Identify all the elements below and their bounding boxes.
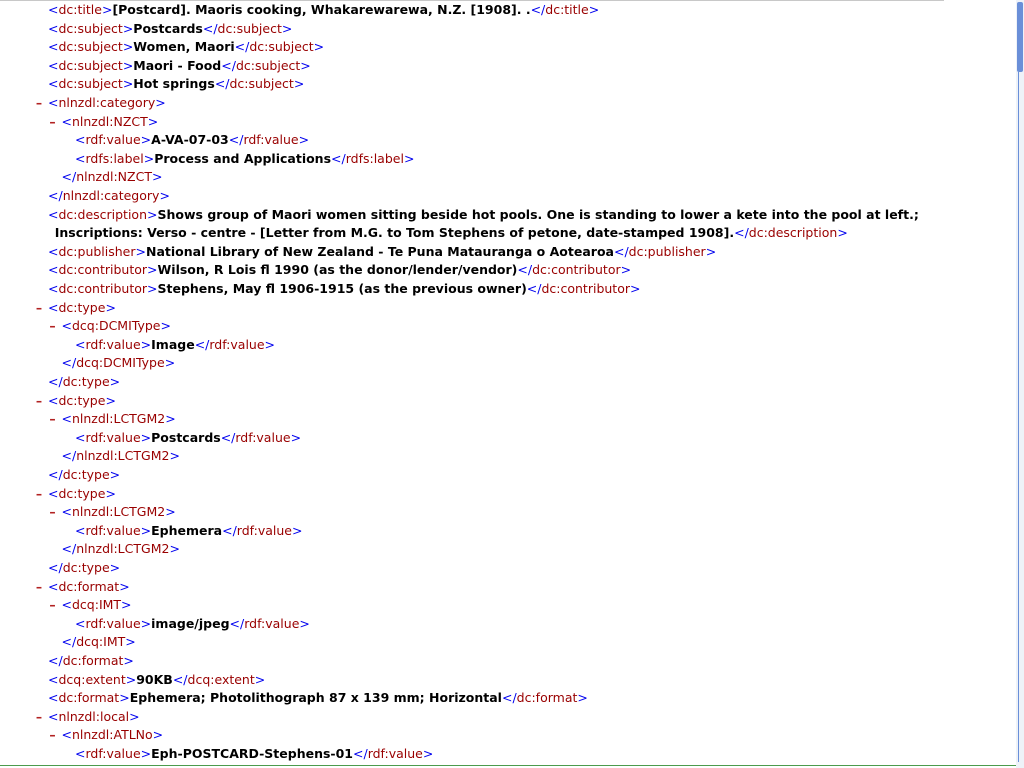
close-bracket: > <box>291 522 303 538</box>
element-value: Maori - Food <box>133 57 222 73</box>
element-name: dc:contributor <box>58 262 148 278</box>
element-name: nlnzdl:category <box>62 188 160 203</box>
open-bracket: </ <box>61 541 77 557</box>
open-bracket: < <box>48 243 59 259</box>
open-bracket: < <box>75 746 86 761</box>
close-bracket: > <box>290 429 302 445</box>
xml-line-content <box>48 20 292 39</box>
element-name: rdf:value <box>243 132 299 148</box>
open-bracket: < <box>48 2 59 17</box>
open-bracket: </ <box>234 39 250 55</box>
xml-line-content <box>48 689 588 708</box>
element-name: dc:subject <box>58 76 123 92</box>
xml-line-content <box>62 354 176 373</box>
element-value: 90KB <box>136 671 173 687</box>
element-value: Hot springs <box>133 76 215 92</box>
element-name: dcq:extent <box>187 671 255 687</box>
close-bracket: > <box>147 262 158 278</box>
open-bracket: < <box>48 392 59 408</box>
close-bracket: > <box>122 76 134 92</box>
element-name: dc:title <box>545 2 589 17</box>
close-bracket: > <box>129 708 140 724</box>
close-bracket: > <box>125 634 136 650</box>
open-bracket: </ <box>501 690 517 706</box>
element-value: Postcards <box>133 20 203 36</box>
close-bracket: > <box>140 336 152 352</box>
element-name: dc:subject <box>58 57 123 73</box>
element-name: dc:type <box>62 374 110 389</box>
collapse-toggle[interactable]: – <box>35 708 43 724</box>
open-bracket: </ <box>229 615 245 631</box>
element-name: rdf:value <box>236 522 292 538</box>
collapse-toggle[interactable]: – <box>49 113 56 129</box>
close-bracket: > <box>705 243 717 259</box>
xml-line-content <box>48 373 120 392</box>
xml-line-content <box>75 336 275 355</box>
element-name: dc:publisher <box>628 243 706 259</box>
open-bracket: </ <box>530 2 546 17</box>
xml-line-content <box>48 243 716 262</box>
collapse-toggle[interactable]: – <box>49 318 56 334</box>
element-name: dc:contributor <box>58 281 148 296</box>
element-name: nlnzdl:ATLNo <box>71 727 153 743</box>
close-bracket: > <box>313 39 325 55</box>
open-bracket: </ <box>613 243 629 259</box>
open-bracket: < <box>75 615 86 631</box>
xml-line-content <box>48 485 116 504</box>
close-bracket: > <box>164 355 176 371</box>
close-bracket: > <box>169 448 180 464</box>
open-bracket: </ <box>48 374 63 389</box>
open-bracket: </ <box>221 57 236 73</box>
collapse-toggle[interactable]: – <box>49 727 56 743</box>
open-bracket: </ <box>61 634 77 650</box>
open-bracket: </ <box>353 746 368 761</box>
close-bracket: > <box>140 746 152 761</box>
collapse-toggle[interactable]: – <box>35 299 43 315</box>
element-value: Wilson, R Lois fl 1990 (as the donor/lender/vendor) <box>157 262 518 278</box>
open-bracket: < <box>61 411 72 427</box>
open-bracket: </ <box>61 355 77 371</box>
xml-line-content <box>48 708 140 727</box>
element-value: Image <box>151 336 195 352</box>
xml-line-content <box>75 131 309 150</box>
collapse-toggle[interactable]: – <box>35 392 43 408</box>
element-value: Ephemera <box>151 522 223 538</box>
open-bracket: < <box>48 95 59 110</box>
close-bracket: > <box>254 671 266 687</box>
vertical-scrollbar[interactable] <box>1016 0 1024 768</box>
element-name: rdf:value <box>85 615 141 631</box>
close-bracket: > <box>140 132 152 148</box>
element-name: dc:publisher <box>58 243 136 259</box>
close-bracket: > <box>165 411 176 427</box>
element-value: Inscriptions: Verso - centre - [Letter from M.G. to Tom Stephens of petone, date-stamped 1908]. <box>54 225 735 241</box>
xml-line-content <box>62 317 171 336</box>
xml-line-content <box>62 596 132 615</box>
close-bracket: > <box>119 690 130 706</box>
element-name: dc:subject <box>229 76 294 92</box>
xml-line-content <box>62 540 180 559</box>
element-name: dcq:DCMIType <box>76 355 165 371</box>
element-name: dc:type <box>58 485 106 501</box>
element-name: rdf:value <box>209 336 265 352</box>
xml-line-content <box>75 745 433 764</box>
open-bracket: < <box>48 671 59 687</box>
collapse-toggle[interactable]: – <box>49 411 56 427</box>
element-name: dcq:DCMIType <box>71 318 161 334</box>
collapse-toggle[interactable]: – <box>35 95 43 110</box>
element-name: rdfs:label <box>345 150 404 166</box>
close-bracket: > <box>109 374 121 389</box>
xml-line-content <box>48 466 120 485</box>
open-bracket: < <box>48 690 59 706</box>
xml-line-content <box>55 224 848 243</box>
element-name: dc:title <box>58 2 102 17</box>
element-value: A-VA-07-03 <box>151 132 229 148</box>
element-value: image/jpeg <box>151 615 230 631</box>
close-bracket: > <box>152 727 164 743</box>
open-bracket: < <box>48 57 59 73</box>
open-bracket: </ <box>526 281 542 296</box>
element-name: dc:description <box>748 225 838 241</box>
open-bracket: </ <box>202 20 218 36</box>
element-name: nlnzdl:LCTGM2 <box>71 411 166 427</box>
open-bracket: < <box>48 299 59 315</box>
element-name: rdf:value <box>85 336 141 352</box>
element-name: rdf:value <box>235 429 291 445</box>
open-bracket: < <box>48 578 59 594</box>
xml-line-content <box>48 261 631 280</box>
open-bracket: < <box>48 281 59 296</box>
element-name: dc:contributor <box>541 281 630 296</box>
xml-line-content <box>62 503 176 522</box>
element-name: rdf:value <box>367 746 423 761</box>
element-name: rdf:value <box>85 746 141 761</box>
xml-line-content <box>48 1 599 20</box>
open-bracket: </ <box>734 225 749 241</box>
xml-line-content <box>48 578 130 597</box>
open-bracket: </ <box>517 262 533 278</box>
element-name: dc:format <box>516 690 578 706</box>
element-name: dc:format <box>58 690 120 706</box>
open-bracket: </ <box>172 671 188 687</box>
open-bracket: </ <box>228 132 244 148</box>
element-name: dc:subject <box>235 57 301 73</box>
close-bracket: > <box>122 20 134 36</box>
close-bracket: > <box>105 485 116 501</box>
element-name: rdf:value <box>244 615 300 631</box>
xml-line-content <box>48 75 304 94</box>
close-bracket: > <box>101 2 113 17</box>
close-bracket: > <box>264 336 276 352</box>
close-bracket: > <box>293 76 305 92</box>
open-bracket: </ <box>48 653 63 668</box>
open-bracket: < <box>48 206 59 222</box>
element-name: dc:format <box>62 653 124 668</box>
open-bracket: < <box>48 485 59 501</box>
xml-line-content <box>48 57 311 76</box>
element-name: dc:type <box>58 392 106 408</box>
open-bracket: < <box>75 522 86 538</box>
xml-line-content <box>48 652 134 671</box>
element-name: nlnzdl:NZCT <box>71 113 148 129</box>
element-name: rdf:value <box>85 132 141 148</box>
open-bracket: </ <box>331 150 346 166</box>
xml-line-content <box>48 206 919 225</box>
element-name: dc:contributor <box>532 262 621 278</box>
close-bracket: > <box>155 95 166 110</box>
open-bracket: </ <box>48 560 63 575</box>
close-bracket: > <box>300 57 311 73</box>
element-name: dc:type <box>62 560 110 575</box>
close-bracket: > <box>837 225 848 241</box>
open-bracket: </ <box>61 448 77 464</box>
close-bracket: > <box>122 39 134 55</box>
xml-line-content <box>75 522 302 541</box>
element-name: dc:subject <box>217 20 282 36</box>
close-bracket: > <box>135 243 146 259</box>
close-bracket: > <box>165 504 176 520</box>
close-bracket: > <box>577 690 588 706</box>
element-name: rdfs:label <box>85 150 144 166</box>
element-name: nlnzdl:local <box>58 708 130 724</box>
element-name: nlnzdl:LCTGM2 <box>71 504 166 520</box>
open-bracket: < <box>61 597 72 613</box>
element-value: National Library of New Zealand - Te Puna Matauranga o Aotearoa <box>146 243 614 259</box>
close-bracket: > <box>147 206 158 222</box>
xml-line-content <box>62 726 164 745</box>
open-bracket: < <box>48 708 59 724</box>
xml-line-content <box>48 392 116 411</box>
close-bracket: > <box>159 188 170 203</box>
close-bracket: > <box>140 429 152 445</box>
scrollbar-track <box>1018 72 1019 762</box>
close-bracket: > <box>147 281 158 296</box>
open-bracket: < <box>75 132 86 148</box>
close-bracket: > <box>298 132 310 148</box>
open-bracket: < <box>48 76 59 92</box>
open-bracket: < <box>61 727 72 743</box>
close-bracket: > <box>151 169 163 185</box>
collapse-toggle[interactable]: – <box>35 578 43 594</box>
close-bracket: > <box>119 578 130 594</box>
close-bracket: > <box>109 467 121 482</box>
open-bracket: < <box>61 113 72 129</box>
close-bracket: > <box>109 560 121 575</box>
element-value: Shows group of Maori women sitting beside hot pools. One is standing to lower a kete into the pool at left.; <box>157 206 919 222</box>
open-bracket: </ <box>220 429 236 445</box>
close-bracket: > <box>620 262 632 278</box>
xml-line-content <box>48 38 324 57</box>
xml-line-content <box>48 559 120 578</box>
element-name: dc:subject <box>249 39 314 55</box>
close-bracket: > <box>105 299 116 315</box>
open-bracket: < <box>75 150 86 166</box>
open-bracket: </ <box>48 467 63 482</box>
close-bracket: > <box>299 615 310 631</box>
open-bracket: < <box>48 39 59 55</box>
close-bracket: > <box>147 113 159 129</box>
close-bracket: > <box>281 20 293 36</box>
close-bracket: > <box>125 671 137 687</box>
xml-line-content <box>75 429 301 448</box>
element-name: nlnzdl:LCTGM2 <box>76 541 170 557</box>
open-bracket: < <box>75 336 86 352</box>
open-bracket: </ <box>61 169 77 185</box>
open-bracket: < <box>61 318 72 334</box>
element-name: dcq:IMT <box>71 597 122 613</box>
collapse-toggle[interactable]: – <box>35 485 43 501</box>
open-bracket: </ <box>48 188 63 203</box>
bottom-divider <box>0 765 1016 766</box>
close-bracket: > <box>123 653 134 668</box>
close-bracket: > <box>422 746 434 761</box>
collapse-toggle[interactable]: – <box>49 504 56 520</box>
xml-line-content <box>48 187 170 206</box>
element-value: Ephemera; Photolithograph 87 x 139 mm; Horizontal <box>129 690 502 706</box>
element-name: nlnzdl:LCTGM2 <box>76 448 170 464</box>
open-bracket: < <box>48 262 59 278</box>
xml-line-content <box>62 113 159 132</box>
element-name: dc:type <box>58 299 106 315</box>
open-bracket: < <box>75 429 86 445</box>
xml-line-content <box>75 615 310 634</box>
close-bracket: > <box>169 541 180 557</box>
element-name: nlnzdl:NZCT <box>76 169 152 185</box>
element-value: Postcards <box>151 429 221 445</box>
xml-line-content <box>48 671 265 690</box>
element-name: dc:subject <box>58 39 123 55</box>
xml-line-content <box>62 447 180 466</box>
xml-line-content <box>48 94 166 113</box>
element-name: dc:description <box>58 206 148 222</box>
xml-line-content <box>62 410 176 429</box>
close-bracket: > <box>160 318 171 334</box>
close-bracket: > <box>105 392 116 408</box>
close-bracket: > <box>140 615 152 631</box>
element-value: Women, Maori <box>133 39 235 55</box>
close-bracket: > <box>588 2 600 17</box>
open-bracket: </ <box>194 336 210 352</box>
element-value: Stephens, May fl 1906-1915 (as the previous owner) <box>157 281 527 296</box>
close-bracket: > <box>630 281 641 296</box>
close-bracket: > <box>121 597 132 613</box>
xml-line-content <box>75 150 414 169</box>
close-bracket: > <box>403 150 415 166</box>
open-bracket: < <box>48 20 59 36</box>
open-bracket: </ <box>222 522 237 538</box>
element-name: rdf:value <box>85 522 141 538</box>
element-name: dc:subject <box>58 20 123 36</box>
element-name: dcq:extent <box>58 671 126 687</box>
xml-line-content <box>62 168 163 187</box>
element-value: [Postcard]. Maoris cooking, Whakarewarewa, N.Z. [1908]. . <box>112 2 531 17</box>
close-bracket: > <box>122 57 134 73</box>
open-bracket: </ <box>214 76 230 92</box>
element-name: dcq:IMT <box>76 634 126 650</box>
element-name: nlnzdl:category <box>58 95 156 110</box>
xml-line-content <box>48 299 116 318</box>
xml-line-content <box>62 633 136 652</box>
close-bracket: > <box>140 522 152 538</box>
collapse-toggle[interactable]: – <box>49 597 56 613</box>
element-name: dc:type <box>62 467 110 482</box>
element-name: dc:format <box>58 578 120 594</box>
scrollbar-thumb[interactable] <box>1017 2 1023 72</box>
element-value: Eph-POSTCARD-Stephens-01 <box>151 746 354 761</box>
element-value: Process and Applications <box>154 150 332 166</box>
close-bracket: > <box>143 150 155 166</box>
open-bracket: < <box>61 504 72 520</box>
element-name: rdf:value <box>85 429 141 445</box>
xml-line-content <box>48 280 640 299</box>
